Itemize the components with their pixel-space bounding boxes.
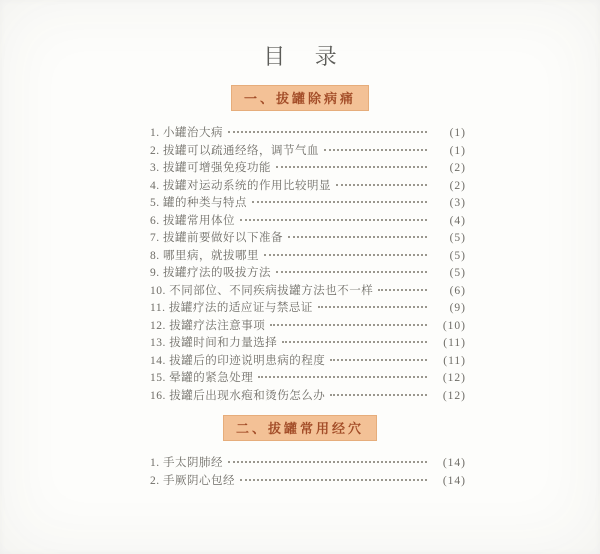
- dot-leader: [336, 184, 427, 186]
- toc-sections: [0, 85, 600, 489]
- toc-entry: [150, 142, 466, 160]
- dot-leader: [228, 461, 427, 463]
- toc-entry: [150, 282, 466, 300]
- toc-entry: [150, 159, 466, 177]
- dot-leader: [330, 359, 427, 361]
- dot-leader: [276, 271, 427, 273]
- toc-entry-page: (11): [443, 354, 466, 367]
- toc-entry: [150, 247, 466, 265]
- toc-entry: [150, 334, 466, 352]
- dot-leader: [276, 166, 427, 168]
- dot-leader: [378, 289, 427, 291]
- dot-leader: [240, 219, 427, 221]
- toc-entry-title: 9. 拔罐疗法的吸拔方法: [150, 267, 271, 279]
- toc-entry-page: (2): [449, 179, 466, 192]
- toc-entry-title: 10. 不同部位、不同疾病拔罐方法也不一样: [150, 284, 374, 297]
- toc-entry: [150, 454, 466, 472]
- toc-entry-page: (3): [449, 197, 466, 209]
- page-title: 目 录: [263, 44, 349, 69]
- toc-entry-page: (2): [449, 162, 466, 174]
- dot-leader: [264, 254, 427, 256]
- toc-entry-title: 2. 手厥阴心包经: [150, 474, 235, 487]
- toc-entry-title: 15. 晕罐的紧急处理: [150, 372, 254, 384]
- toc-entry-page: (14): [442, 474, 466, 487]
- toc-entry-page: (1): [449, 127, 466, 139]
- toc-entry: [150, 177, 466, 195]
- toc-entry-page: (5): [449, 232, 466, 244]
- toc-entry: [150, 299, 466, 317]
- toc-list: [150, 454, 466, 489]
- toc-entry: [150, 212, 466, 230]
- toc-entry-title: 12. 拔罐疗法注意事项: [150, 319, 266, 332]
- toc-section: [0, 415, 600, 489]
- toc-entry-page: (9): [449, 302, 466, 314]
- toc-entry-page: (5): [449, 267, 466, 279]
- dot-leader: [240, 479, 427, 481]
- toc-entry: [150, 229, 466, 247]
- toc-entry-page: (1): [449, 144, 466, 157]
- toc-entry-title: 16. 拔罐后出现水疱和烫伤怎么办: [150, 389, 326, 402]
- dot-leader: [324, 149, 427, 151]
- dot-leader: [252, 201, 427, 203]
- toc-entry-title: 4. 拔罐对运动系统的作用比较明显: [150, 179, 331, 192]
- toc-entry-title: 8. 哪里病，就拔哪里: [150, 249, 259, 262]
- toc-entry-title: 13. 拔罐时间和力量选择: [150, 337, 278, 349]
- toc-entry: [150, 472, 466, 490]
- toc-entry-title: 5. 罐的种类与特点: [150, 197, 247, 209]
- toc-entry-page: (10): [442, 319, 466, 332]
- toc-entry-page: (14): [442, 457, 466, 469]
- toc-entry-title: 6. 拔罐常用体位: [150, 214, 235, 227]
- toc-entry: [150, 352, 466, 370]
- toc-entry: [150, 387, 466, 405]
- dot-leader: [270, 324, 427, 326]
- toc-entry-title: 1. 手太阴肺经: [150, 457, 223, 469]
- dot-leader: [282, 341, 427, 343]
- dot-leader: [228, 131, 427, 133]
- toc-entry: [150, 264, 466, 282]
- section-heading-row: [0, 85, 600, 111]
- dot-leader: [258, 376, 427, 378]
- dot-leader: [318, 306, 427, 308]
- toc-entry-title: 11. 拔罐疗法的适应证与禁忌证: [150, 302, 313, 314]
- toc-entry-page: (12): [442, 372, 466, 384]
- toc-entry-title: 7. 拔罐前要做好以下准备: [150, 232, 283, 244]
- toc-entry: [150, 124, 466, 142]
- toc-entry-title: 2. 拔罐可以疏通经络，调节气血: [150, 144, 319, 157]
- toc-list: [150, 124, 466, 404]
- toc-section: [0, 85, 600, 404]
- toc-entry: [150, 317, 466, 335]
- dot-leader: [330, 394, 427, 396]
- section-heading-badge: 二、拔罐常用经穴: [223, 415, 377, 441]
- toc-entry-title: 14. 拔罐后的印迹说明患病的程度: [150, 354, 326, 367]
- toc-entry-title: 1. 小罐治大病: [150, 127, 223, 139]
- toc-entry-page: (6): [449, 284, 466, 297]
- section-heading-badge: 一、拔罐除病痛: [231, 85, 369, 111]
- toc-entry-page: (5): [449, 249, 466, 262]
- toc-entry: [150, 369, 466, 387]
- toc-entry-page: (4): [449, 214, 466, 227]
- toc-entry: [150, 194, 466, 212]
- toc-entry-page: (11): [443, 337, 466, 349]
- section-heading-row: [0, 415, 600, 441]
- toc-entry-title: 3. 拔罐可增强免疫功能: [150, 162, 271, 174]
- dot-leader: [288, 236, 427, 238]
- toc-entry-page: (12): [442, 389, 466, 402]
